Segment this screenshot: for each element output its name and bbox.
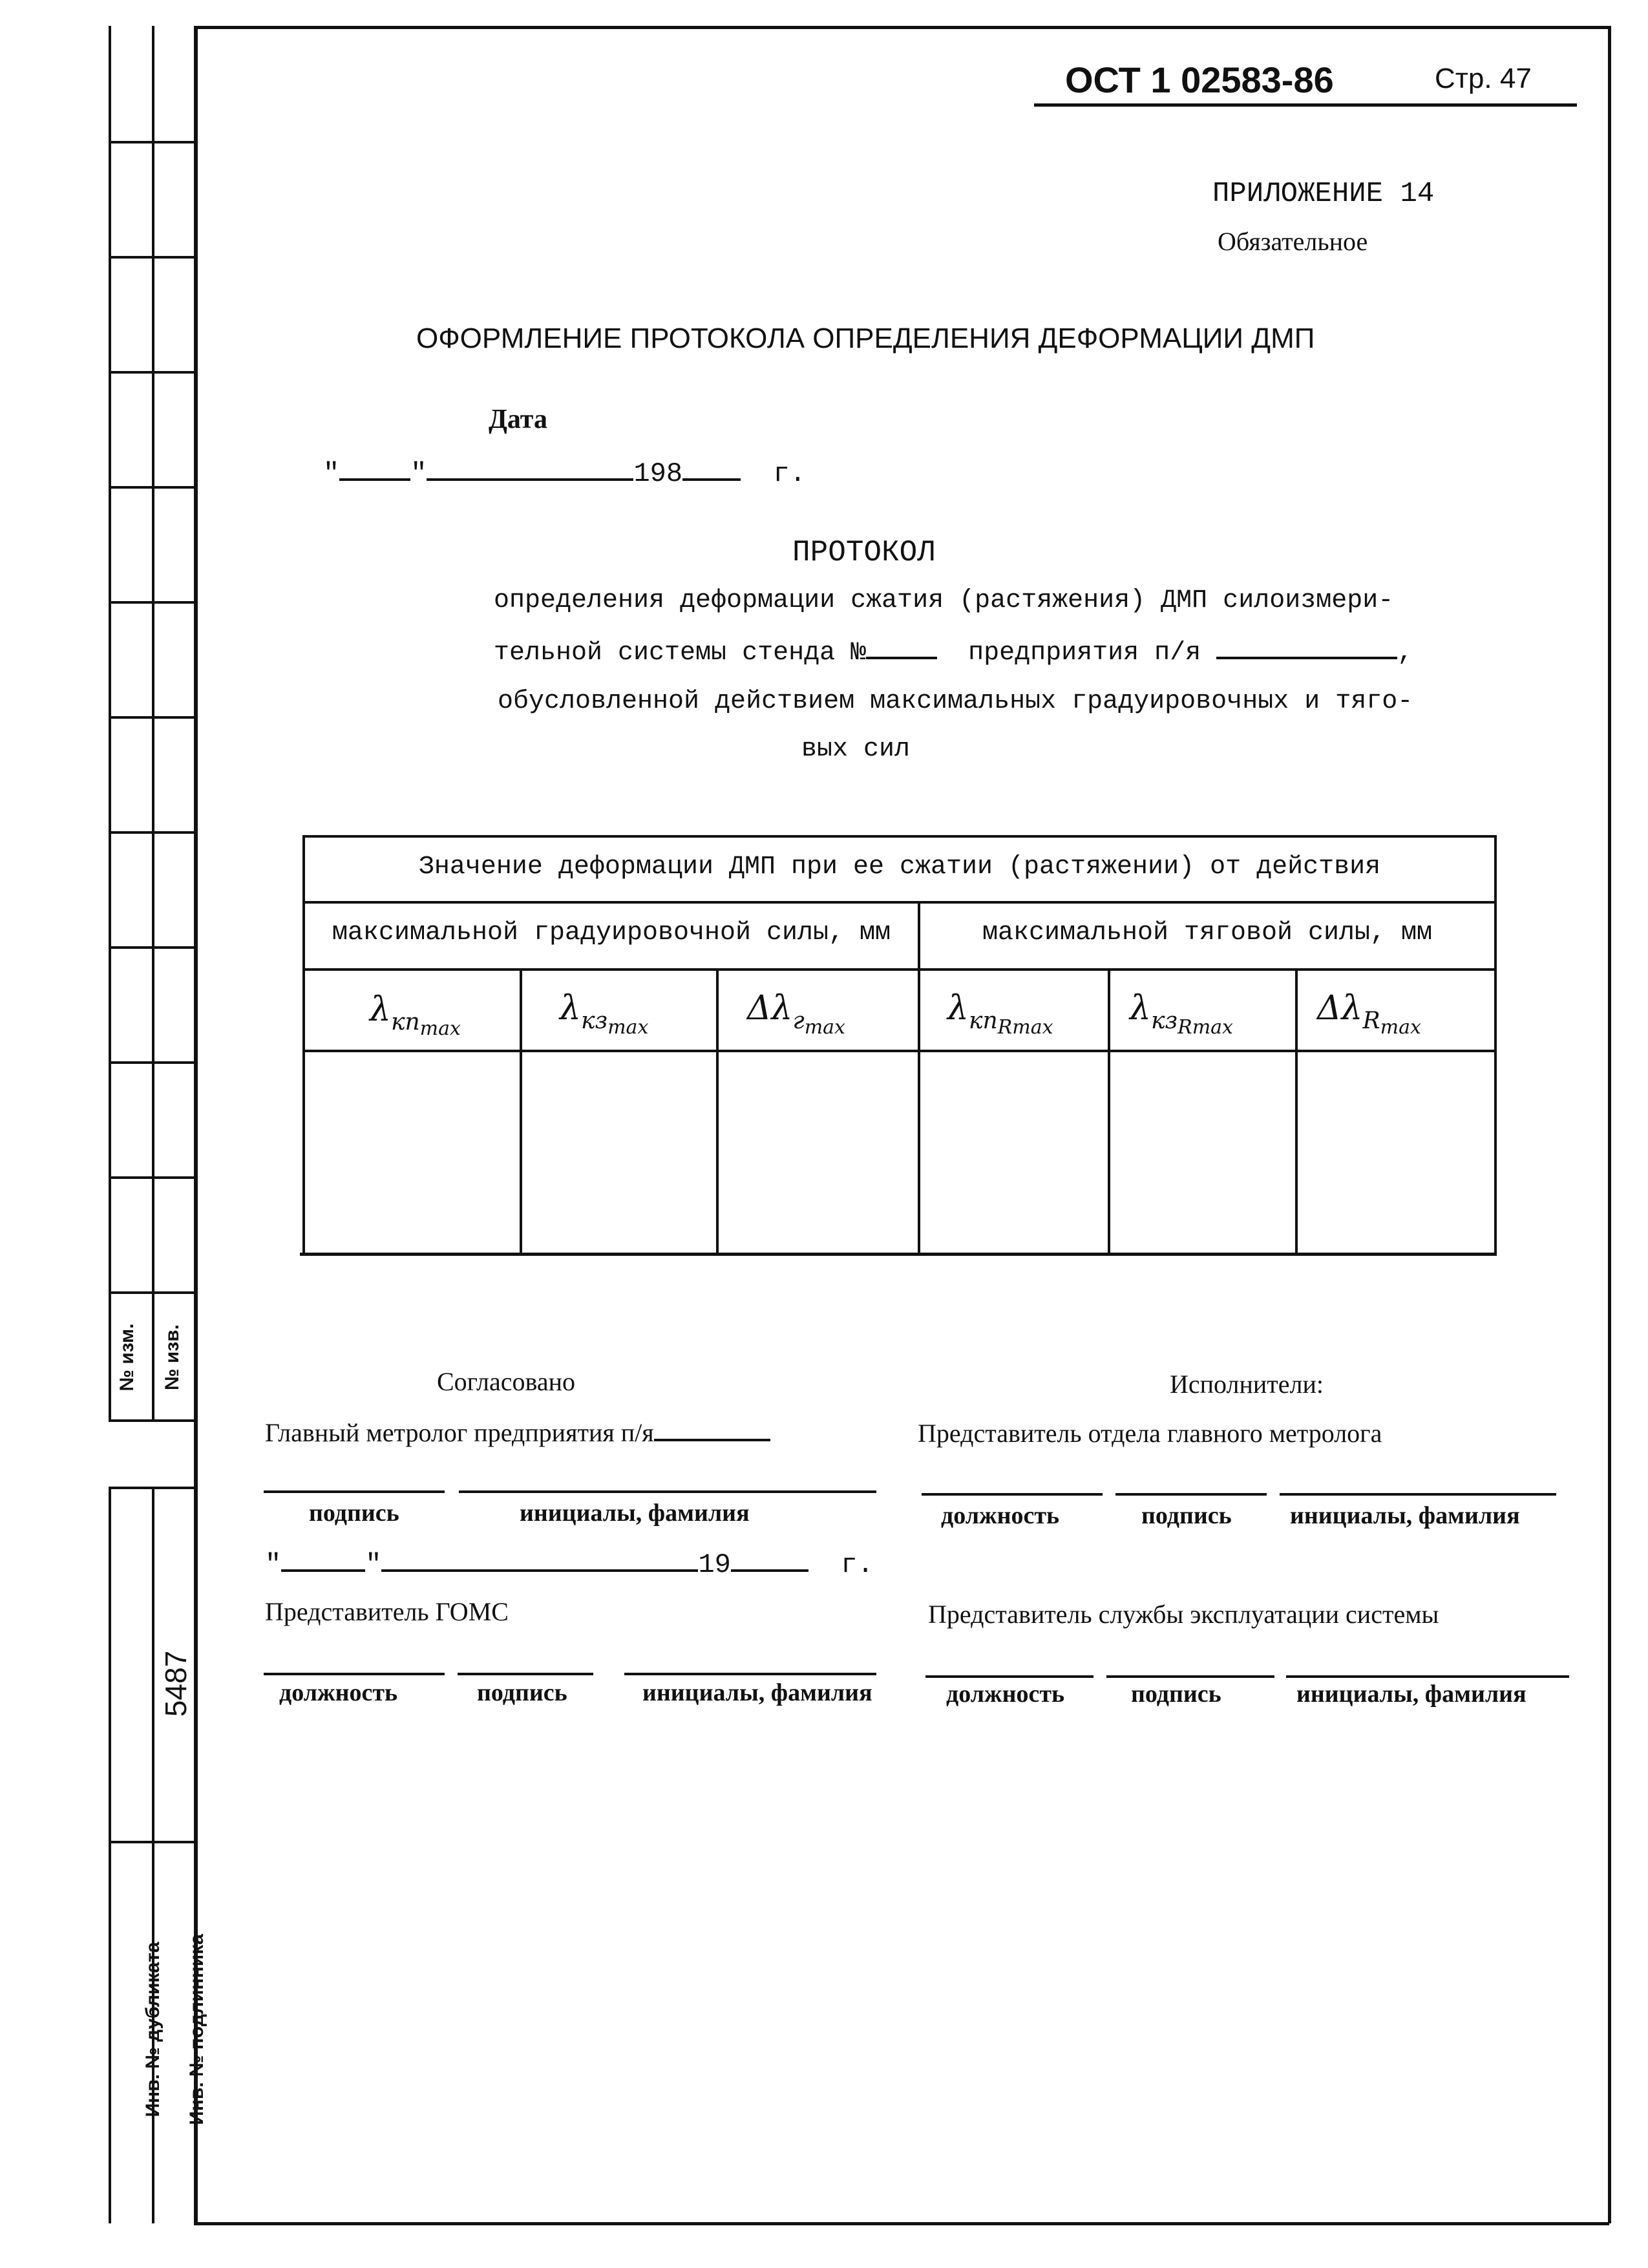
- signature-caption-1: подпись: [309, 1500, 399, 1527]
- agreement-date-line: ″ ″ 19 г.: [265, 1549, 874, 1580]
- agreement-year-suffix: г.: [841, 1549, 874, 1580]
- inv-duplicate-label: Инв. № дубликата: [142, 1942, 164, 2117]
- notice-no-label: № изв.: [162, 1324, 183, 1390]
- date-line: ″ ″ 198 г.: [323, 456, 806, 487]
- frame-top: [194, 26, 1609, 29]
- agreement-year-prefix: 19: [698, 1549, 731, 1580]
- date-year-suffix: г.: [773, 458, 806, 489]
- page-number: Стр. 47: [1435, 63, 1532, 94]
- initials-caption-2: инициалы, фамилия: [1290, 1502, 1520, 1529]
- position-caption-3: должность: [279, 1679, 398, 1706]
- date-year-prefix: 198: [633, 458, 683, 489]
- signature-caption-2: подпись: [1141, 1502, 1232, 1529]
- inv-original-label: Инв. № подлинника: [186, 1934, 207, 2125]
- metrology-dept-rep-label: Представитель отдела главного метролога: [918, 1419, 1382, 1448]
- signature-caption-4: подпись: [1131, 1680, 1221, 1708]
- chief-metrologist-label: Главный метролог предприятия п/я: [265, 1419, 770, 1446]
- column-lambda-kz-rmax: $\lambda_{кз_{Rmax}}$: [1130, 989, 1233, 1039]
- operation-service-rep-label: Представитель службы эксплуатации системы: [928, 1600, 1439, 1629]
- position-caption-4: должность: [946, 1680, 1065, 1708]
- protocol-stand-label: тельной системы стенда №: [494, 639, 867, 668]
- frame-bottom: [194, 2222, 1609, 2225]
- column-lambda-kp-rmax: $\lambda_{кп_{Rmax}}$: [947, 989, 1053, 1039]
- standard-number: ОСТ 1 02583-86: [1065, 59, 1334, 100]
- appendix-title: ПРИЛОЖЕНИЕ 14: [1212, 178, 1435, 210]
- table-header: Значение деформации ДМП при ее сжатии (растяжении) от действия: [418, 853, 1381, 882]
- page-heading: ОФОРМЛЕНИЕ ПРОТОКОЛА ОПРЕДЕЛЕНИЯ ДЕФОРМАЦИИ ДМП: [416, 323, 1315, 354]
- initials-caption-1: инициалы, фамилия: [520, 1500, 750, 1527]
- column-lambda-kp-max: $\lambda_{кп_{max}}$: [370, 990, 461, 1040]
- protocol-enterprise-label: предприятия п/я: [968, 639, 1201, 668]
- column-delta-lambda-g-max: $\Delta\lambda_{г_{max}}$: [747, 989, 845, 1039]
- signature-caption-3: подпись: [477, 1679, 567, 1706]
- agreed-label: Согласовано: [437, 1367, 576, 1396]
- protocol-title: ПРОТОКОЛ: [792, 536, 935, 569]
- header-underline: [1034, 103, 1577, 107]
- change-no-label: № изм.: [116, 1323, 138, 1392]
- goms-rep-label: Представитель ГОМС: [265, 1597, 509, 1626]
- protocol-line-3: обусловленной действием максимальных градуировочных и тяго-: [498, 687, 1413, 716]
- date-label: Дата: [489, 405, 547, 434]
- appendix-status: Обязательное: [1218, 227, 1368, 256]
- frame-right: [1608, 26, 1611, 2223]
- performers-label: Исполнители:: [1170, 1370, 1324, 1399]
- frame-left: [194, 26, 198, 2225]
- initials-caption-3: инициалы, фамилия: [642, 1679, 872, 1706]
- protocol-line-4: вых сил: [801, 735, 911, 764]
- column-delta-lambda-r-max: $\Delta\lambda_{R_{max}}$: [1317, 989, 1421, 1039]
- initials-caption-4: инициалы, фамилия: [1296, 1680, 1527, 1708]
- protocol-line-2: тельной системы стенда № предприятия п/я ,: [494, 639, 1413, 668]
- inventory-number: 5487: [159, 1650, 193, 1717]
- table-group-calibration: максимальной градуировочной силы, мм: [332, 918, 891, 948]
- protocol-line-1: определения деформации сжатия (растяжения) ДМП силоизмери-: [494, 586, 1394, 615]
- position-caption-2: должность: [941, 1502, 1060, 1529]
- table-group-traction: максимальной тяговой силы, мм: [982, 918, 1433, 948]
- column-lambda-kz-max: $\lambda_{кз_{max}}$: [560, 989, 649, 1039]
